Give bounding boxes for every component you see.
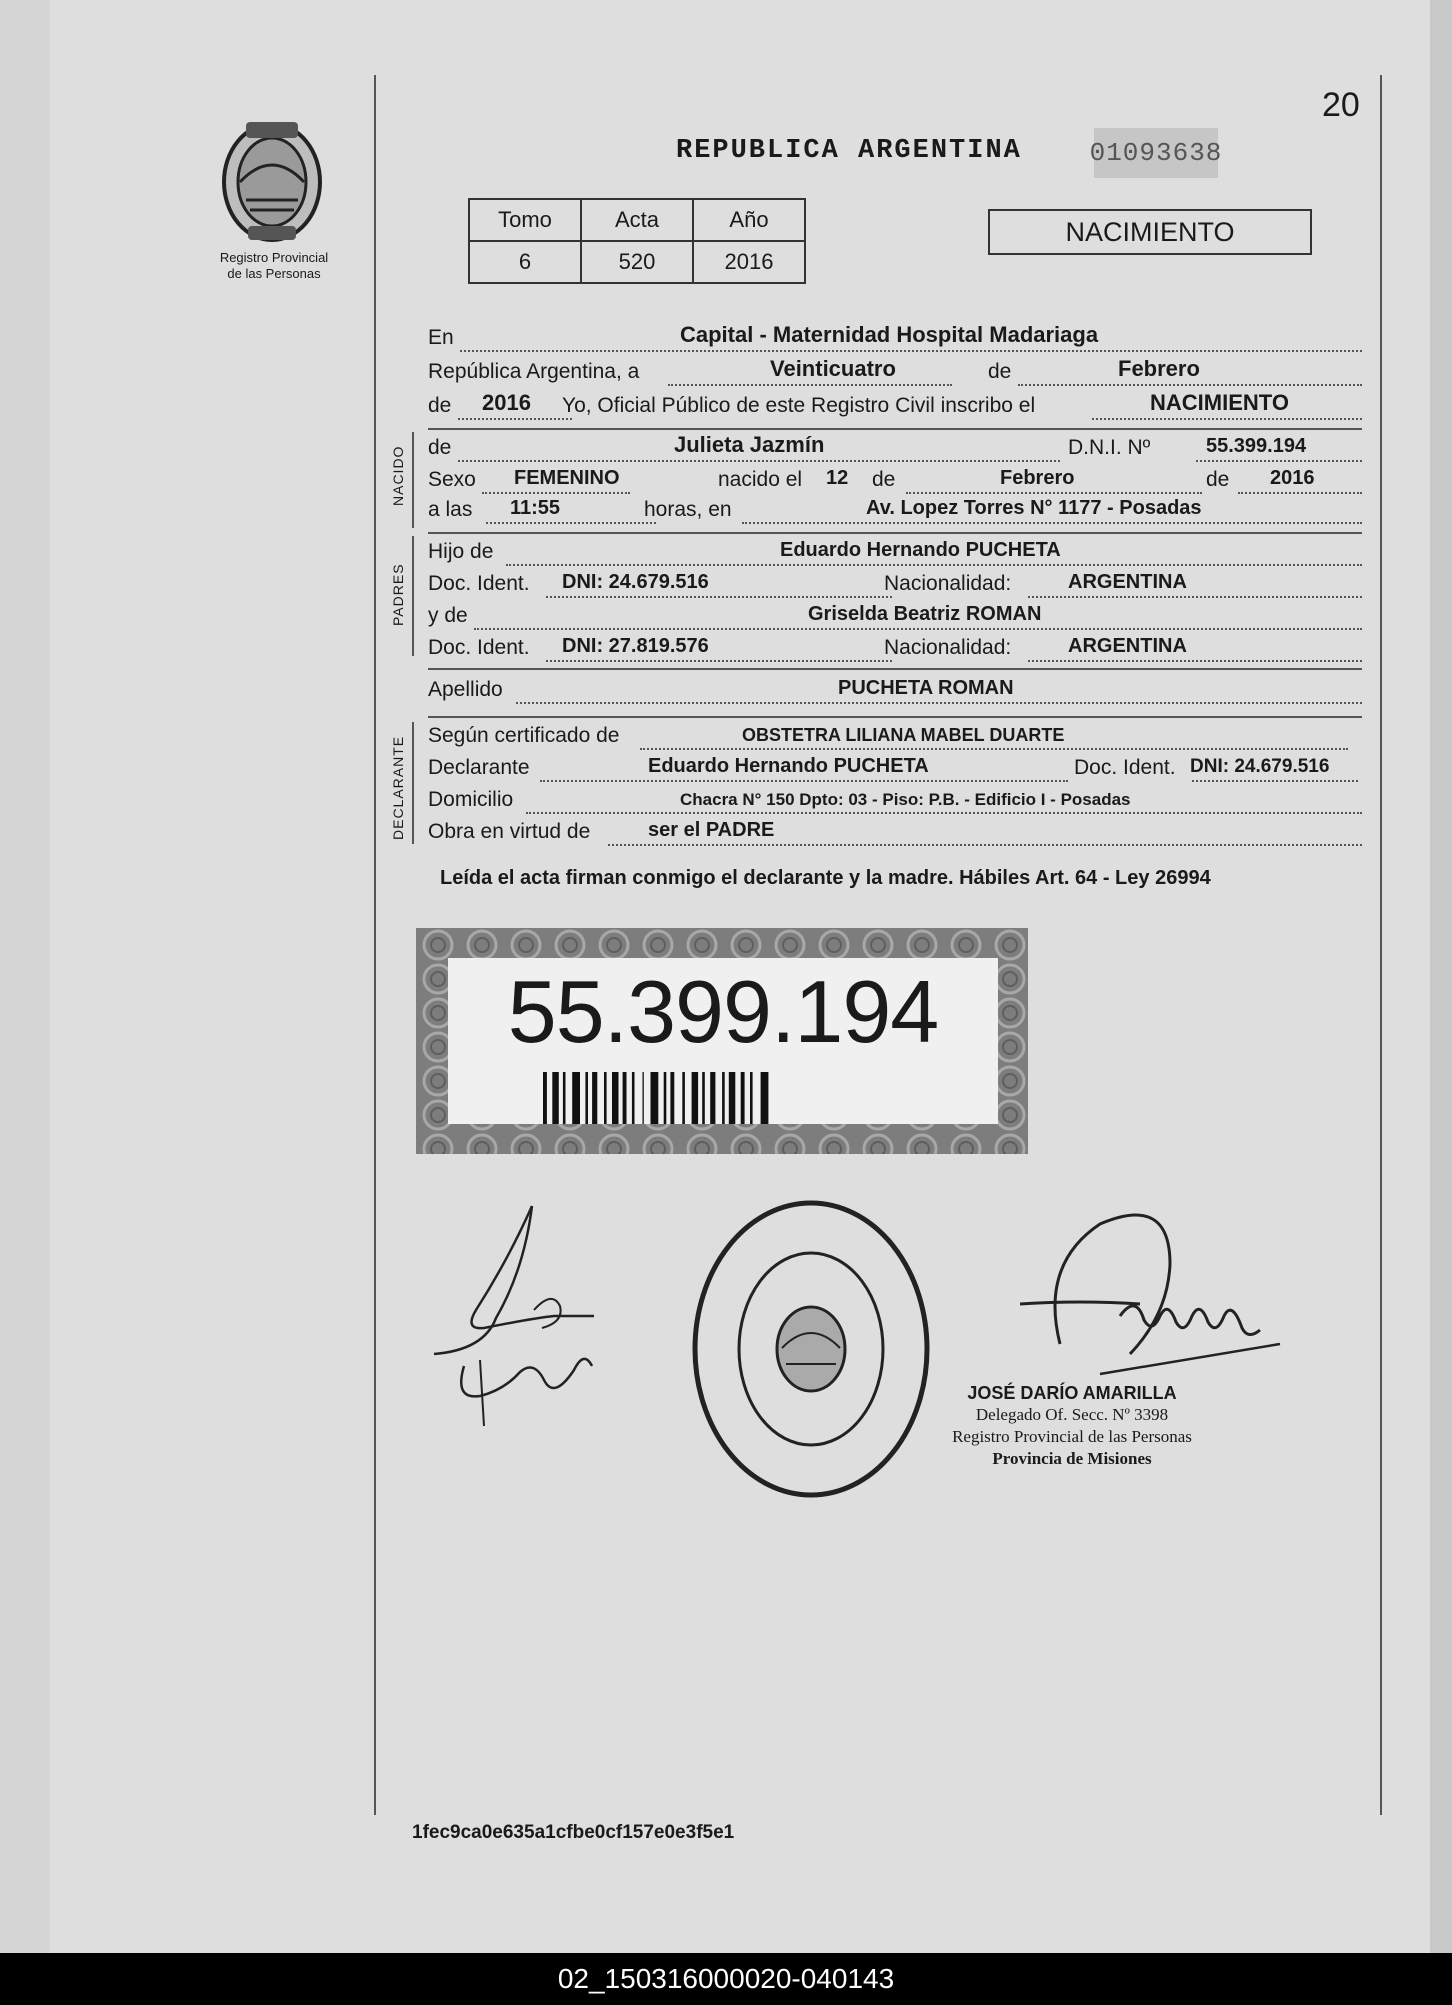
- table-header-cell: Tomo: [469, 199, 581, 241]
- field-label: Doc. Ident.: [1074, 756, 1176, 779]
- field-label: Declarante: [428, 756, 530, 779]
- left-frame-line: [374, 75, 376, 1815]
- barcode-bars: [543, 1072, 905, 1124]
- field-value-surname: PUCHETA ROMAN: [838, 677, 1014, 699]
- field-label: Obra en virtud de: [428, 820, 591, 843]
- field-value-dni: 55.399.194: [1206, 435, 1307, 457]
- barcode-bar: [623, 1072, 627, 1124]
- serial-number-stamp: 01093638: [1094, 128, 1218, 178]
- official-title: Delegado Of. Secc. Nº 3398: [975, 1405, 1169, 1424]
- field-value-sex: FEMENINO: [514, 467, 620, 489]
- barcode-bar: [750, 1072, 753, 1124]
- section-bar: [412, 536, 414, 656]
- section-label-declarante: DECLARANTE: [390, 735, 406, 840]
- field-value-declarant-doc: DNI: 24.679.516: [1190, 756, 1330, 777]
- field-label: Yo, Oficial Público de este Registro Civil inscribo el: [562, 394, 1036, 417]
- field-row-address: [428, 784, 1362, 818]
- registry-caption-line2: de las Personas: [227, 266, 321, 281]
- barcode-bar: [543, 1072, 547, 1124]
- field-value-father: Eduardo Hernando PUCHETA: [780, 539, 1061, 561]
- field-row-father-doc: [428, 568, 1362, 602]
- section-divider: [428, 716, 1362, 718]
- field-label: a las: [428, 498, 473, 521]
- barcode-bar: [632, 1072, 635, 1124]
- page-edge: [14, 0, 29, 1953]
- field-label: República Argentina, a: [428, 360, 640, 383]
- barcode-bar: [682, 1072, 685, 1124]
- barcode-bar: [563, 1072, 566, 1124]
- table-cell: 6: [469, 241, 581, 283]
- document-hash: 1fec9ca0e635a1cfbe0cf157e0e3f5e1: [412, 1822, 735, 1843]
- field-value-role: ser el PADRE: [648, 819, 775, 841]
- field-label: Hijo de: [428, 540, 494, 563]
- barcode-bar: [702, 1072, 705, 1124]
- barcode-bar: [692, 1072, 699, 1124]
- field-value-birth-place: Av. Lopez Torres N° 1177 - Posadas: [866, 497, 1202, 519]
- section-divider: [428, 428, 1362, 430]
- closing-note: Leída el acta firman conmigo el declarante y la madre. Hábiles Art. 64 - Ley 26994: [440, 867, 1211, 889]
- table-cell: 2016: [693, 241, 805, 283]
- section-label-padres: PADRES: [390, 563, 406, 626]
- barcode-bar: [643, 1072, 644, 1124]
- scan-footer-id: 02_150316000020-040143: [0, 1953, 1452, 2005]
- field-row-certificate: [428, 720, 1362, 754]
- field-label: Doc. Ident.: [428, 636, 530, 659]
- barcode-number: 55.399.194: [507, 962, 939, 1061]
- section-divider: [428, 668, 1362, 670]
- barcode-bar: [604, 1072, 607, 1124]
- field-value-declarant: Eduardo Hernando PUCHETA: [648, 755, 929, 777]
- document-title: REPUBLICA ARGENTINA: [676, 136, 1022, 166]
- barcode-bar: [612, 1072, 619, 1124]
- barcode-bar: [651, 1072, 659, 1124]
- field-value-day: Veinticuatro: [770, 356, 896, 381]
- registry-caption-line1: Registro Provincial: [219, 250, 329, 265]
- provincial-crest-logo: [216, 118, 328, 246]
- barcode-bar: [710, 1072, 715, 1124]
- field-value-name: Julieta Jazmín: [674, 432, 825, 457]
- official-name: JOSÉ DARÍO AMARILLA: [967, 1383, 1177, 1403]
- field-row-place: [428, 322, 1362, 356]
- field-row-date: [428, 356, 1362, 390]
- field-value-address: Chacra N° 150 Dpto: 03 - Piso: P.B. - Edificio I - Posadas: [680, 790, 1131, 809]
- volume-act-year-table: [468, 198, 806, 284]
- right-frame-line: [1380, 75, 1382, 1815]
- field-value-place: Capital - Maternidad Hospital Madariaga: [680, 322, 1099, 347]
- field-row-time-place: [428, 494, 1362, 528]
- field-value-birth-month: Febrero: [1000, 467, 1075, 489]
- field-row-sex: [428, 464, 1362, 498]
- table-header-row: [469, 199, 805, 241]
- barcode-bar: [670, 1072, 674, 1124]
- official-signature-block: [912, 1382, 1232, 1470]
- page-edge: [0, 0, 15, 1953]
- barcode-bar: [664, 1072, 667, 1124]
- page-number: 20: [1322, 86, 1360, 124]
- section-divider: [428, 532, 1362, 534]
- act-type-box: NACIMIENTO: [988, 209, 1312, 255]
- field-row-mother: [428, 600, 1362, 634]
- field-label: Apellido: [428, 678, 503, 701]
- field-value-birth-time: 11:55: [510, 497, 561, 519]
- field-value-certificate: OBSTETRA LILIANA MABEL DUARTE: [742, 725, 1065, 745]
- field-label: de: [872, 468, 896, 491]
- field-value-month: Febrero: [1118, 356, 1200, 381]
- field-value-birth-year: 2016: [1270, 467, 1315, 489]
- field-value-mother-doc: DNI: 27.819.576: [562, 635, 709, 657]
- field-label: nacido el: [718, 468, 803, 491]
- field-label: Nacionalidad:: [884, 636, 1012, 659]
- field-row-year: [428, 390, 1362, 424]
- field-label: Domicilio: [428, 788, 514, 811]
- field-label: horas, en: [644, 498, 732, 521]
- field-label: de: [1206, 468, 1230, 491]
- barcode-bar: [722, 1072, 725, 1124]
- id-barcode-sticker: [416, 928, 1028, 1154]
- section-bar: [412, 432, 414, 528]
- field-row-declarant: [428, 752, 1362, 786]
- official-province: Provincia de Misiones: [992, 1449, 1152, 1468]
- page-edge: [28, 0, 51, 1953]
- barcode-label: [448, 958, 998, 1124]
- field-value-mother: Griselda Beatriz ROMAN: [808, 603, 1042, 625]
- field-label: Sexo: [428, 468, 476, 491]
- field-label: D.N.I. Nº: [1068, 436, 1151, 459]
- field-row-father: [428, 536, 1362, 570]
- section-label-nacido: NACIDO: [390, 445, 406, 506]
- field-row-role: [428, 816, 1362, 850]
- table-header-cell: Año: [693, 199, 805, 241]
- declarant-signature: [424, 1200, 604, 1440]
- field-label: Nacionalidad:: [884, 572, 1012, 595]
- field-label: En: [428, 326, 454, 349]
- field-label: de: [988, 360, 1012, 383]
- official-signature: [1020, 1204, 1284, 1380]
- field-label: Doc. Ident.: [428, 572, 530, 595]
- field-row-surname: [428, 674, 1362, 708]
- field-row-mother-doc: [428, 632, 1362, 666]
- barcode-bar: [761, 1072, 769, 1124]
- field-value-year: 2016: [482, 390, 531, 415]
- field-label: Según certificado de: [428, 724, 620, 747]
- field-value-act: NACIMIENTO: [1150, 390, 1289, 415]
- field-row-name: [428, 432, 1362, 466]
- barcode-bar: [572, 1072, 580, 1124]
- field-label: y de: [428, 604, 468, 627]
- barcode-bar: [552, 1072, 559, 1124]
- field-value-mother-nationality: ARGENTINA: [1068, 635, 1187, 657]
- field-value-father-nationality: ARGENTINA: [1068, 571, 1187, 593]
- field-value-father-doc: DNI: 24.679.516: [562, 571, 709, 593]
- barcode-bar: [585, 1072, 588, 1124]
- barcode-bar: [741, 1072, 745, 1124]
- barcode-bar: [592, 1072, 597, 1124]
- field-label: de: [428, 394, 452, 417]
- registry-caption: [196, 250, 352, 282]
- table-cell: 520: [581, 241, 693, 283]
- official-org: Registro Provincial de las Personas: [952, 1427, 1192, 1446]
- field-value-birth-day: 12: [826, 467, 849, 489]
- table-row: [469, 241, 805, 283]
- official-seal-stamp: [690, 1198, 932, 1500]
- table-header-cell: Acta: [581, 199, 693, 241]
- field-label: de: [428, 436, 452, 459]
- barcode-bar: [729, 1072, 736, 1124]
- section-bar: [412, 722, 414, 844]
